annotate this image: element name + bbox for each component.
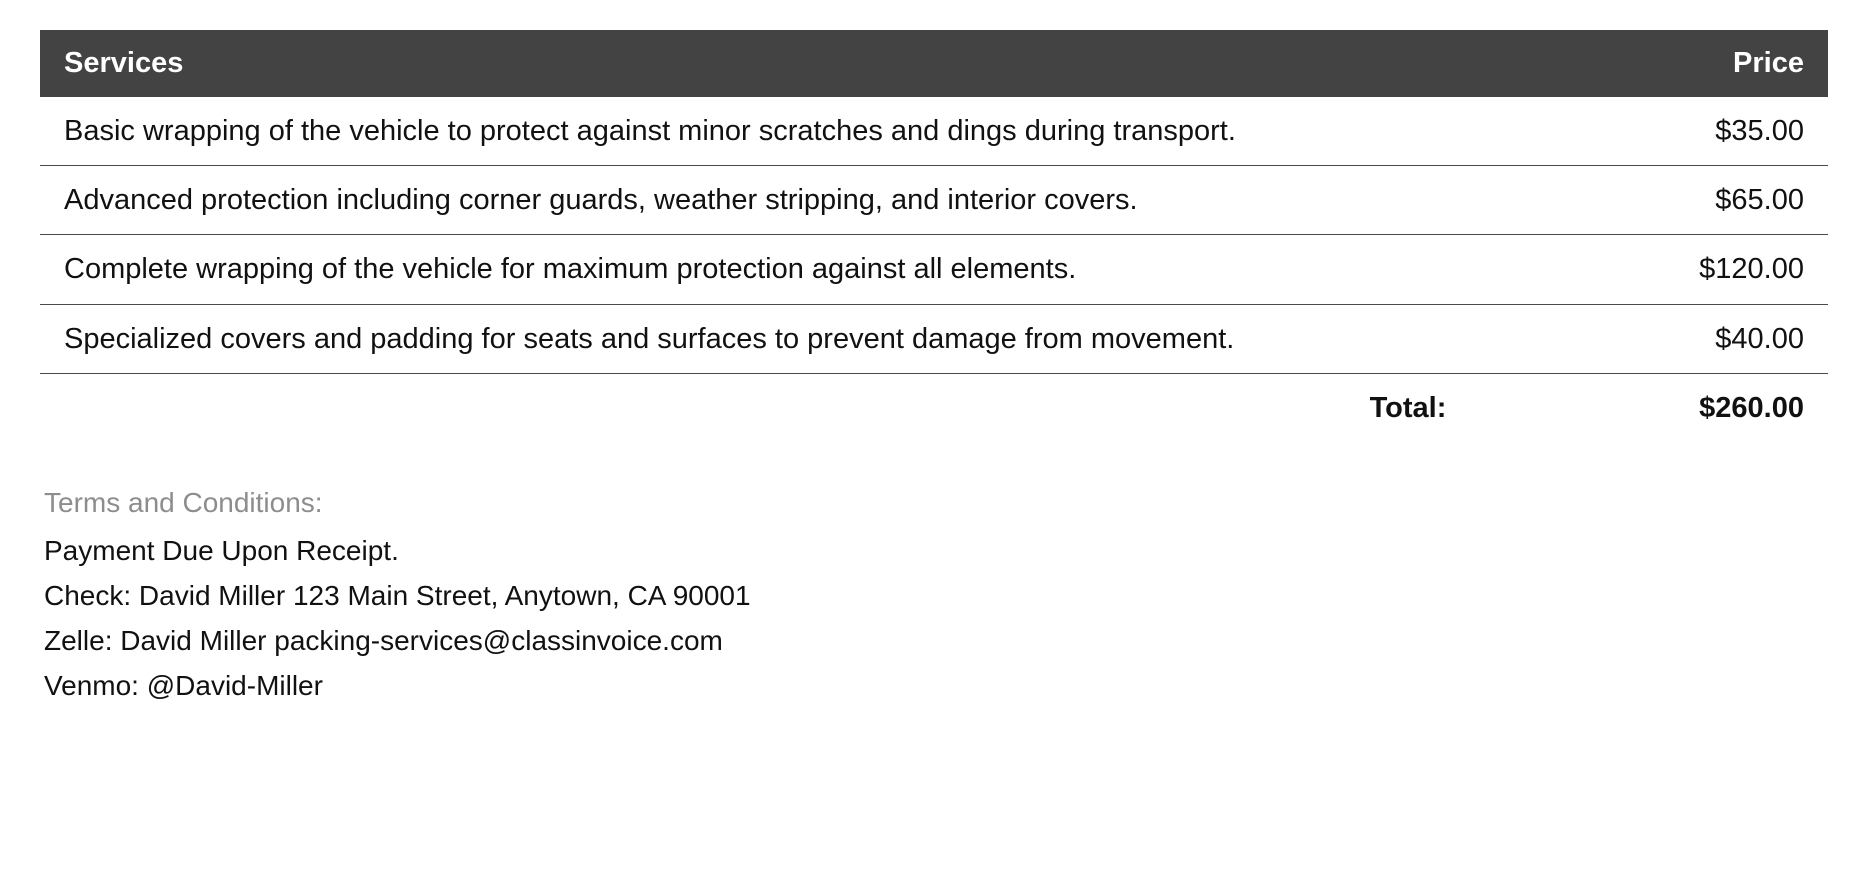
service-price: $35.00 [1470, 97, 1828, 166]
service-description: Advanced protection including corner guards, weather stripping, and interior covers. [40, 166, 1470, 235]
table-body [40, 97, 1828, 374]
terms-title: Terms and Conditions: [44, 486, 323, 518]
service-price: $65.00 [1470, 166, 1828, 235]
terms-line-payment: Payment Due Upon Receipt. [44, 535, 399, 567]
total-label: Total: [1369, 391, 1447, 424]
service-description: Complete wrapping of the vehicle for maximum protection against all elements. [40, 235, 1470, 304]
column-header-services: Services [40, 30, 1470, 97]
terms-line-zelle: Zelle: David Miller packing-services@classinvoice.com [44, 624, 723, 656]
services-price-table [40, 30, 1828, 435]
table-header [40, 30, 1828, 97]
terms-line-check: Check: David Miller 123 Main Street, Anytown, CA 90001 [44, 580, 751, 612]
service-description: Basic wrapping of the vehicle to protect against minor scratches and dings during transport. [40, 97, 1470, 166]
total-row [40, 373, 1828, 435]
service-price: $120.00 [1470, 235, 1828, 304]
table-footer [40, 373, 1828, 435]
service-description: Specialized covers and padding for seats and surfaces to prevent damage from movement. [40, 304, 1470, 373]
terms-and-conditions-section [40, 483, 1828, 709]
service-price: $40.00 [1470, 304, 1828, 373]
table-row [40, 166, 1828, 235]
table-row [40, 97, 1828, 166]
total-value: $260.00 [1699, 391, 1804, 424]
table-header-row [40, 30, 1828, 97]
terms-line-venmo: Venmo: @David-Miller [44, 669, 323, 701]
table-row [40, 304, 1828, 373]
column-header-price: Price [1470, 30, 1828, 97]
table-row [40, 235, 1828, 304]
